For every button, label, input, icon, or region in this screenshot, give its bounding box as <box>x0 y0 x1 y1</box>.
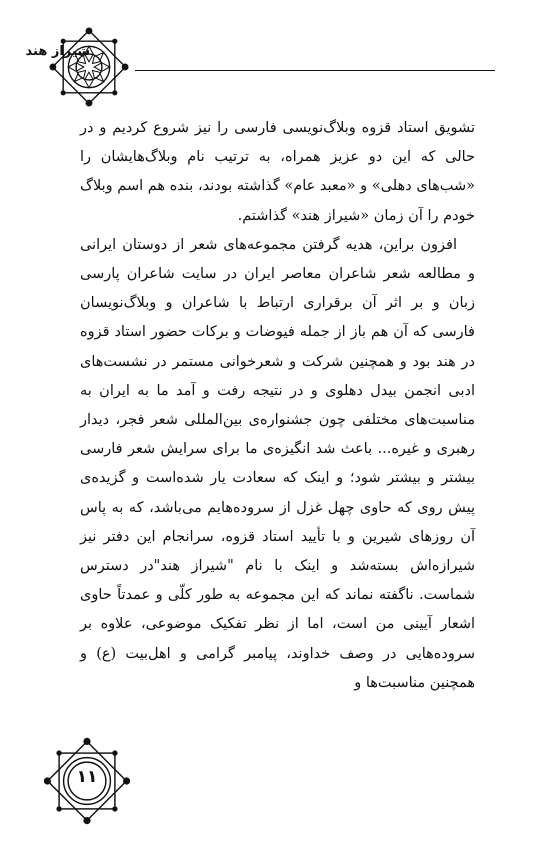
body-text <box>80 114 475 754</box>
page-number: ۱۱ <box>76 767 98 787</box>
rosette-ornament-icon <box>46 24 132 110</box>
paragraph-1: تشویق استاد قزوه وبلاگ‌نویسی فارسی را نیز شروع کردیم و در حالی که این دو عزیز همراه، به ترتیب نام وبلاگ‌هایشان را «شب‌های دهلی» و «معبد عام» گذاشته بودند، بنده هم اسم وبلاگ خودم را آن زمان «شیراز هند» گذاشتم. <box>80 120 475 224</box>
running-title: شیراز هند <box>25 44 90 59</box>
paragraph-2: افزون براین، هدیه گرفتن مجموعه‌های شعر از دوستان ایرانی و مطالعه شعر شاعران معاصر ایران در سایت شاعران پارسی زبان و بر اثر آن برقراری ارتباط با شاعران و وبلاگ‌نویسان فارسی که آن هم باز از جمله فیوضات و برکات حضور استاد قزوه در هند بود و همچنین شرکت و شعرخوانی مستمر در نشست‌های ادبی انجمن بیدل دهلوی و در نتیجه رفت و آمد ما به ایران به مناسبت‌های مختلفی چون جشنواره‌ی بین‌المللی شعر فجر، دیدار رهبری و غیره... باعث شد انگیزه‌ی ما برای سرایش شعر فارسی بیشتر و بیشتر شود؛ و اینک که سعادت یار شده‌است و گزیده‌ی پیش روی که حاوی چهل غزل از سروده‌هایم می‌باشد، که به پاس آن روزهای شیرین و با تأیید استاد قزوه، سرانجام این دفتر نیز شیرازه‌اش بسته‌شد و اینک با نام "شیراز هند"در دسترس شماست. ناگفته نماند که این مجموعه به طور کلّی و عمدتاً حاوی اشعار آیینی من است، اما از نظر تفکیک موضوعی، علاوه بر سروده‌هایی در وصف خداوند، پیامبر گرامی و اهل‌بیت (ع) و همچنین مناسبت‌ها و <box>80 236 475 691</box>
header-rule <box>135 70 495 71</box>
